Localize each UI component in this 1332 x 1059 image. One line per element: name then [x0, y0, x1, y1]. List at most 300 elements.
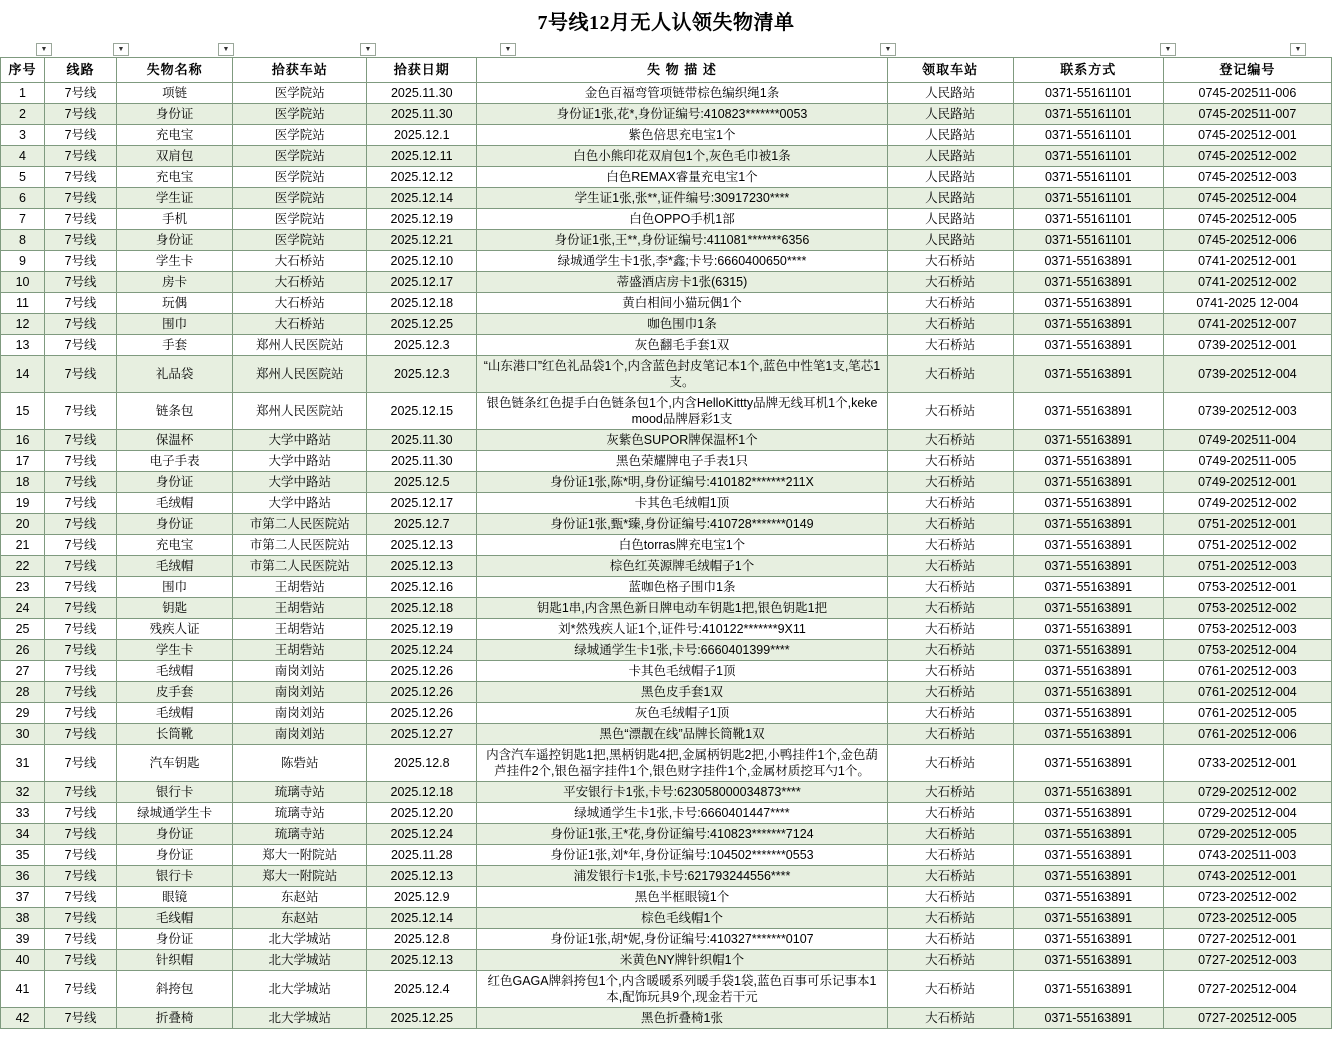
filter-dropdown-button-7[interactable]: ▼ — [1160, 43, 1176, 56]
cell-item-name: 身份证 — [117, 824, 233, 845]
cell-index: 36 — [1, 866, 45, 887]
cell-index: 33 — [1, 803, 45, 824]
cell-contact: 0371-55163891 — [1013, 598, 1163, 619]
cell-registration-number: 0745-202511-006 — [1163, 83, 1331, 104]
cell-line: 7号线 — [45, 493, 117, 514]
cell-index: 38 — [1, 908, 45, 929]
cell-line: 7号线 — [45, 356, 117, 393]
cell-found-date: 2025.12.12 — [367, 167, 477, 188]
cell-registration-number: 0745-202511-007 — [1163, 104, 1331, 125]
cell-line: 7号线 — [45, 230, 117, 251]
cell-line: 7号线 — [45, 125, 117, 146]
cell-found-date: 2025.12.14 — [367, 908, 477, 929]
cell-found-date: 2025.12.8 — [367, 745, 477, 782]
cell-line: 7号线 — [45, 950, 117, 971]
filter-dropdown-button-3[interactable]: ▼ — [218, 43, 234, 56]
table-row — [1, 209, 1332, 230]
cell-found-date: 2025.12.17 — [367, 272, 477, 293]
cell-found-station: 大石桥站 — [233, 293, 367, 314]
cell-index: 7 — [1, 209, 45, 230]
cell-pickup-station: 大石桥站 — [887, 493, 1013, 514]
cell-index: 18 — [1, 472, 45, 493]
cell-contact: 0371-55163891 — [1013, 293, 1163, 314]
cell-found-station: 市第二人民医院站 — [233, 556, 367, 577]
cell-item-name: 身份证 — [117, 514, 233, 535]
cell-pickup-station: 大石桥站 — [887, 472, 1013, 493]
cell-description: 黑色半框眼镜1个 — [477, 887, 887, 908]
cell-contact: 0371-55163891 — [1013, 824, 1163, 845]
cell-registration-number: 0753-202512-002 — [1163, 598, 1331, 619]
cell-found-station: 王胡砦站 — [233, 619, 367, 640]
cell-description: 黑色“漂靓在线”品牌长筒靴1双 — [477, 724, 887, 745]
cell-line: 7号线 — [45, 188, 117, 209]
cell-found-station: 大学中路站 — [233, 451, 367, 472]
cell-item-name: 银行卡 — [117, 866, 233, 887]
cell-index: 22 — [1, 556, 45, 577]
cell-description: 棕色毛线帽1个 — [477, 908, 887, 929]
filter-dropdown-button-2[interactable]: ▼ — [113, 43, 129, 56]
table-row — [1, 950, 1332, 971]
cell-pickup-station: 人民路站 — [887, 83, 1013, 104]
cell-description: 身份证1张,刘*年,身份证编号:104502*******0553 — [477, 845, 887, 866]
cell-found-date: 2025.12.19 — [367, 619, 477, 640]
table-row — [1, 845, 1332, 866]
table-row — [1, 866, 1332, 887]
table-row — [1, 472, 1332, 493]
cell-found-station: 北大学城站 — [233, 971, 367, 1008]
cell-index: 17 — [1, 451, 45, 472]
cell-line: 7号线 — [45, 83, 117, 104]
cell-line: 7号线 — [45, 146, 117, 167]
cell-description: 卡其色毛绒帽1顶 — [477, 493, 887, 514]
cell-found-station: 医学院站 — [233, 83, 367, 104]
cell-found-station: 市第二人民医院站 — [233, 514, 367, 535]
cell-registration-number: 0745-202512-006 — [1163, 230, 1331, 251]
cell-line: 7号线 — [45, 451, 117, 472]
cell-pickup-station: 大石桥站 — [887, 356, 1013, 393]
cell-index: 34 — [1, 824, 45, 845]
cell-index: 9 — [1, 251, 45, 272]
cell-pickup-station: 大石桥站 — [887, 451, 1013, 472]
cell-item-name: 身份证 — [117, 929, 233, 950]
cell-index: 19 — [1, 493, 45, 514]
cell-item-name: 眼镜 — [117, 887, 233, 908]
cell-index: 32 — [1, 782, 45, 803]
cell-found-date: 2025.12.11 — [367, 146, 477, 167]
cell-line: 7号线 — [45, 393, 117, 430]
cell-item-name: 电子手表 — [117, 451, 233, 472]
cell-found-station: 东赵站 — [233, 908, 367, 929]
cell-found-station: 郑州人民医院站 — [233, 335, 367, 356]
cell-contact: 0371-55163891 — [1013, 577, 1163, 598]
cell-description: 白色OPPO手机1部 — [477, 209, 887, 230]
cell-pickup-station: 大石桥站 — [887, 845, 1013, 866]
cell-pickup-station: 人民路站 — [887, 188, 1013, 209]
cell-found-date: 2025.12.25 — [367, 1008, 477, 1029]
cell-found-date: 2025.11.30 — [367, 451, 477, 472]
cell-pickup-station: 人民路站 — [887, 125, 1013, 146]
cell-description: 身份证1张,甄*臻,身份证编号:410728*******0149 — [477, 514, 887, 535]
cell-registration-number: 0751-202512-002 — [1163, 535, 1331, 556]
cell-found-station: 北大学城站 — [233, 950, 367, 971]
table-row — [1, 314, 1332, 335]
cell-found-station: 医学院站 — [233, 188, 367, 209]
cell-item-name: 身份证 — [117, 104, 233, 125]
cell-item-name: 身份证 — [117, 472, 233, 493]
cell-found-station: 医学院站 — [233, 167, 367, 188]
cell-found-date: 2025.12.27 — [367, 724, 477, 745]
cell-found-date: 2025.12.1 — [367, 125, 477, 146]
cell-line: 7号线 — [45, 824, 117, 845]
cell-description: 白色REMAX睿量充电宝1个 — [477, 167, 887, 188]
cell-found-date: 2025.12.18 — [367, 293, 477, 314]
cell-line: 7号线 — [45, 598, 117, 619]
cell-contact: 0371-55163891 — [1013, 803, 1163, 824]
table-row — [1, 167, 1332, 188]
cell-description: 学生证1张,张**,证件编号:30917230**** — [477, 188, 887, 209]
cell-pickup-station: 大石桥站 — [887, 535, 1013, 556]
cell-line: 7号线 — [45, 104, 117, 125]
cell-item-name: 毛线帽 — [117, 908, 233, 929]
cell-found-date: 2025.12.3 — [367, 356, 477, 393]
cell-contact: 0371-55163891 — [1013, 493, 1163, 514]
cell-description: 身份证1张,花*,身份证编号:410823*******0053 — [477, 104, 887, 125]
cell-found-station: 大石桥站 — [233, 251, 367, 272]
filter-dropdown-button-5[interactable]: ▼ — [500, 43, 516, 56]
cell-index: 26 — [1, 640, 45, 661]
cell-found-station: 医学院站 — [233, 146, 367, 167]
cell-contact: 0371-55163891 — [1013, 682, 1163, 703]
cell-item-name: 学生卡 — [117, 251, 233, 272]
cell-pickup-station: 大石桥站 — [887, 887, 1013, 908]
cell-description: 蒂盛酒店房卡1张(6315) — [477, 272, 887, 293]
cell-index: 42 — [1, 1008, 45, 1029]
cell-pickup-station: 大石桥站 — [887, 908, 1013, 929]
cell-contact: 0371-55163891 — [1013, 887, 1163, 908]
cell-pickup-station: 大石桥站 — [887, 929, 1013, 950]
filter-dropdown-button-4[interactable]: ▼ — [360, 43, 376, 56]
cell-found-station: 大学中路站 — [233, 430, 367, 451]
cell-line: 7号线 — [45, 430, 117, 451]
cell-registration-number: 0745-202512-001 — [1163, 125, 1331, 146]
table-row — [1, 745, 1332, 782]
cell-contact: 0371-55163891 — [1013, 640, 1163, 661]
table-row — [1, 619, 1332, 640]
cell-contact: 0371-55163891 — [1013, 272, 1163, 293]
cell-pickup-station: 大石桥站 — [887, 251, 1013, 272]
cell-pickup-station: 人民路站 — [887, 209, 1013, 230]
cell-found-station: 大学中路站 — [233, 493, 367, 514]
cell-contact: 0371-55161101 — [1013, 83, 1163, 104]
table-row — [1, 146, 1332, 167]
cell-item-name: 围巾 — [117, 314, 233, 335]
cell-contact: 0371-55163891 — [1013, 908, 1163, 929]
cell-description: “山东港口”红色礼品袋1个,内含蓝色封皮笔记本1个,蓝色中性笔1支,笔芯1支。 — [477, 356, 887, 393]
cell-registration-number: 0741-202512-001 — [1163, 251, 1331, 272]
cell-found-station: 大石桥站 — [233, 314, 367, 335]
cell-contact: 0371-55161101 — [1013, 209, 1163, 230]
cell-index: 24 — [1, 598, 45, 619]
cell-found-date: 2025.12.5 — [367, 472, 477, 493]
cell-contact: 0371-55163891 — [1013, 703, 1163, 724]
table-row — [1, 293, 1332, 314]
cell-found-date: 2025.12.24 — [367, 640, 477, 661]
cell-contact: 0371-55163891 — [1013, 1008, 1163, 1029]
cell-line: 7号线 — [45, 577, 117, 598]
cell-registration-number: 0743-202511-003 — [1163, 845, 1331, 866]
cell-pickup-station: 大石桥站 — [887, 619, 1013, 640]
cell-pickup-station: 大石桥站 — [887, 661, 1013, 682]
cell-index: 35 — [1, 845, 45, 866]
cell-pickup-station: 大石桥站 — [887, 824, 1013, 845]
cell-contact: 0371-55161101 — [1013, 146, 1163, 167]
cell-item-name: 银行卡 — [117, 782, 233, 803]
column-header-item-name: 失物名称 — [117, 58, 233, 83]
cell-found-station: 王胡砦站 — [233, 640, 367, 661]
cell-index: 40 — [1, 950, 45, 971]
cell-contact: 0371-55163891 — [1013, 845, 1163, 866]
cell-registration-number: 0727-202512-003 — [1163, 950, 1331, 971]
cell-item-name: 手机 — [117, 209, 233, 230]
table-row — [1, 824, 1332, 845]
cell-contact: 0371-55163891 — [1013, 929, 1163, 950]
cell-item-name: 学生卡 — [117, 640, 233, 661]
cell-pickup-station: 大石桥站 — [887, 577, 1013, 598]
cell-contact: 0371-55163891 — [1013, 451, 1163, 472]
cell-pickup-station: 大石桥站 — [887, 556, 1013, 577]
cell-line: 7号线 — [45, 209, 117, 230]
table-row — [1, 782, 1332, 803]
cell-item-name: 毛绒帽 — [117, 703, 233, 724]
table-row — [1, 335, 1332, 356]
cell-index: 29 — [1, 703, 45, 724]
cell-found-date: 2025.12.26 — [367, 661, 477, 682]
cell-pickup-station: 大石桥站 — [887, 640, 1013, 661]
filter-dropdown-button-6[interactable]: ▼ — [880, 43, 896, 56]
cell-line: 7号线 — [45, 314, 117, 335]
cell-contact: 0371-55163891 — [1013, 393, 1163, 430]
column-header-registration-number: 登记编号 — [1163, 58, 1331, 83]
cell-contact: 0371-55163891 — [1013, 472, 1163, 493]
cell-registration-number: 0729-202512-004 — [1163, 803, 1331, 824]
cell-line: 7号线 — [45, 619, 117, 640]
cell-found-date: 2025.12.18 — [367, 598, 477, 619]
cell-item-name: 玩偶 — [117, 293, 233, 314]
cell-found-date: 2025.12.13 — [367, 535, 477, 556]
table-row — [1, 514, 1332, 535]
column-header-found-date: 拾获日期 — [367, 58, 477, 83]
cell-contact: 0371-55163891 — [1013, 335, 1163, 356]
cell-pickup-station: 大石桥站 — [887, 682, 1013, 703]
cell-item-name: 长筒靴 — [117, 724, 233, 745]
cell-index: 2 — [1, 104, 45, 125]
cell-found-date: 2025.12.17 — [367, 493, 477, 514]
cell-line: 7号线 — [45, 929, 117, 950]
cell-index: 14 — [1, 356, 45, 393]
cell-index: 12 — [1, 314, 45, 335]
cell-found-station: 郑大一附院站 — [233, 866, 367, 887]
cell-description: 咖色围巾1条 — [477, 314, 887, 335]
cell-found-station: 南岗刘站 — [233, 703, 367, 724]
cell-pickup-station: 大石桥站 — [887, 430, 1013, 451]
cell-index: 11 — [1, 293, 45, 314]
cell-contact: 0371-55163891 — [1013, 782, 1163, 803]
table-row — [1, 493, 1332, 514]
cell-line: 7号线 — [45, 803, 117, 824]
cell-pickup-station: 大石桥站 — [887, 314, 1013, 335]
table-row — [1, 724, 1332, 745]
table-row — [1, 887, 1332, 908]
cell-pickup-station: 大石桥站 — [887, 745, 1013, 782]
column-header-line: 线路 — [45, 58, 117, 83]
cell-found-station: 王胡砦站 — [233, 577, 367, 598]
cell-item-name: 充电宝 — [117, 125, 233, 146]
cell-registration-number: 0729-202512-002 — [1163, 782, 1331, 803]
cell-found-date: 2025.11.30 — [367, 430, 477, 451]
cell-index: 30 — [1, 724, 45, 745]
cell-found-station: 医学院站 — [233, 209, 367, 230]
cell-index: 15 — [1, 393, 45, 430]
cell-item-name: 双肩包 — [117, 146, 233, 167]
table-row — [1, 535, 1332, 556]
cell-description: 黑色皮手套1双 — [477, 682, 887, 703]
cell-found-station: 郑大一附院站 — [233, 845, 367, 866]
filter-button-row — [0, 43, 1332, 57]
cell-line: 7号线 — [45, 472, 117, 493]
cell-item-name: 保温杯 — [117, 430, 233, 451]
cell-item-name: 绿城通学生卡 — [117, 803, 233, 824]
cell-registration-number: 0749-202512-001 — [1163, 472, 1331, 493]
cell-item-name: 学生证 — [117, 188, 233, 209]
cell-found-station: 医学院站 — [233, 230, 367, 251]
cell-index: 20 — [1, 514, 45, 535]
table-row — [1, 640, 1332, 661]
cell-found-date: 2025.12.7 — [367, 514, 477, 535]
cell-found-date: 2025.12.13 — [367, 556, 477, 577]
cell-contact: 0371-55163891 — [1013, 661, 1163, 682]
column-header-found-station: 拾获车站 — [233, 58, 367, 83]
cell-line: 7号线 — [45, 640, 117, 661]
cell-contact: 0371-55161101 — [1013, 188, 1163, 209]
cell-line: 7号线 — [45, 335, 117, 356]
table-row — [1, 556, 1332, 577]
cell-item-name: 身份证 — [117, 845, 233, 866]
cell-registration-number: 0751-202512-003 — [1163, 556, 1331, 577]
cell-line: 7号线 — [45, 703, 117, 724]
cell-found-date: 2025.12.26 — [367, 703, 477, 724]
cell-found-station: 医学院站 — [233, 125, 367, 146]
cell-found-station: 琉璃寺站 — [233, 782, 367, 803]
filter-dropdown-button-1[interactable]: ▼ — [36, 43, 52, 56]
cell-found-date: 2025.12.21 — [367, 230, 477, 251]
cell-found-date: 2025.12.9 — [367, 887, 477, 908]
cell-item-name: 汽车钥匙 — [117, 745, 233, 782]
cell-item-name: 皮手套 — [117, 682, 233, 703]
cell-found-station: 市第二人民医院站 — [233, 535, 367, 556]
cell-description: 红色GAGA牌斜挎包1个,内含暖暖系列暖手袋1袋,蓝色百事可乐记事本1本,配饰玩具9个,现金若干元 — [477, 971, 887, 1008]
cell-item-name: 残疾人证 — [117, 619, 233, 640]
cell-registration-number: 0727-202512-004 — [1163, 971, 1331, 1008]
cell-item-name: 充电宝 — [117, 167, 233, 188]
cell-pickup-station: 大石桥站 — [887, 272, 1013, 293]
cell-line: 7号线 — [45, 167, 117, 188]
cell-index: 10 — [1, 272, 45, 293]
cell-found-date: 2025.12.18 — [367, 782, 477, 803]
cell-contact: 0371-55163891 — [1013, 356, 1163, 393]
table-row — [1, 430, 1332, 451]
cell-index: 5 — [1, 167, 45, 188]
filter-dropdown-button-8[interactable]: ▼ — [1290, 43, 1306, 56]
cell-contact: 0371-55163891 — [1013, 971, 1163, 1008]
cell-found-station: 南岗刘站 — [233, 724, 367, 745]
cell-index: 4 — [1, 146, 45, 167]
cell-description: 钥匙1串,内含黑色新日牌电动车钥匙1把,银色钥匙1把 — [477, 598, 887, 619]
table-header — [1, 58, 1332, 83]
cell-description: 刘*然残疾人证1个,证件号:410122*******9X11 — [477, 619, 887, 640]
cell-found-date: 2025.12.10 — [367, 251, 477, 272]
cell-line: 7号线 — [45, 887, 117, 908]
cell-item-name: 针织帽 — [117, 950, 233, 971]
table-row — [1, 971, 1332, 1008]
cell-registration-number: 0753-202512-003 — [1163, 619, 1331, 640]
cell-index: 27 — [1, 661, 45, 682]
table-row — [1, 1008, 1332, 1029]
cell-description: 浦发银行卡1张,卡号:621793244556**** — [477, 866, 887, 887]
cell-pickup-station: 人民路站 — [887, 104, 1013, 125]
cell-description: 黑色折叠椅1张 — [477, 1008, 887, 1029]
cell-registration-number: 0727-202512-005 — [1163, 1008, 1331, 1029]
cell-found-date: 2025.12.13 — [367, 950, 477, 971]
cell-line: 7号线 — [45, 556, 117, 577]
cell-contact: 0371-55163891 — [1013, 556, 1163, 577]
table-row — [1, 104, 1332, 125]
cell-description: 黄白相间小猫玩偶1个 — [477, 293, 887, 314]
cell-index: 16 — [1, 430, 45, 451]
table-row — [1, 251, 1332, 272]
cell-registration-number: 0745-202512-005 — [1163, 209, 1331, 230]
cell-index: 8 — [1, 230, 45, 251]
cell-description: 灰色毛绒帽子1顶 — [477, 703, 887, 724]
lost-items-table — [0, 57, 1332, 1029]
cell-registration-number: 0733-202512-001 — [1163, 745, 1331, 782]
cell-description: 身份证1张,陈*明,身份证编号:410182*******211X — [477, 472, 887, 493]
cell-item-name: 毛绒帽 — [117, 493, 233, 514]
cell-description: 身份证1张,胡*妮,身份证编号:410327*******0107 — [477, 929, 887, 950]
cell-registration-number: 0749-202512-002 — [1163, 493, 1331, 514]
cell-found-station: 王胡砦站 — [233, 598, 367, 619]
cell-line: 7号线 — [45, 535, 117, 556]
cell-pickup-station: 大石桥站 — [887, 335, 1013, 356]
cell-registration-number: 0723-202512-002 — [1163, 887, 1331, 908]
cell-contact: 0371-55163891 — [1013, 724, 1163, 745]
cell-found-date: 2025.12.16 — [367, 577, 477, 598]
cell-found-station: 医学院站 — [233, 104, 367, 125]
cell-contact: 0371-55161101 — [1013, 125, 1163, 146]
cell-line: 7号线 — [45, 272, 117, 293]
cell-line: 7号线 — [45, 908, 117, 929]
cell-item-name: 手套 — [117, 335, 233, 356]
cell-registration-number: 0729-202512-005 — [1163, 824, 1331, 845]
cell-found-station: 南岗刘站 — [233, 682, 367, 703]
cell-found-date: 2025.12.24 — [367, 824, 477, 845]
cell-found-date: 2025.12.3 — [367, 335, 477, 356]
cell-contact: 0371-55161101 — [1013, 104, 1163, 125]
cell-line: 7号线 — [45, 866, 117, 887]
cell-registration-number: 0745-202512-002 — [1163, 146, 1331, 167]
cell-found-station: 琉璃寺站 — [233, 803, 367, 824]
cell-registration-number: 0739-202512-003 — [1163, 393, 1331, 430]
cell-pickup-station: 大石桥站 — [887, 971, 1013, 1008]
